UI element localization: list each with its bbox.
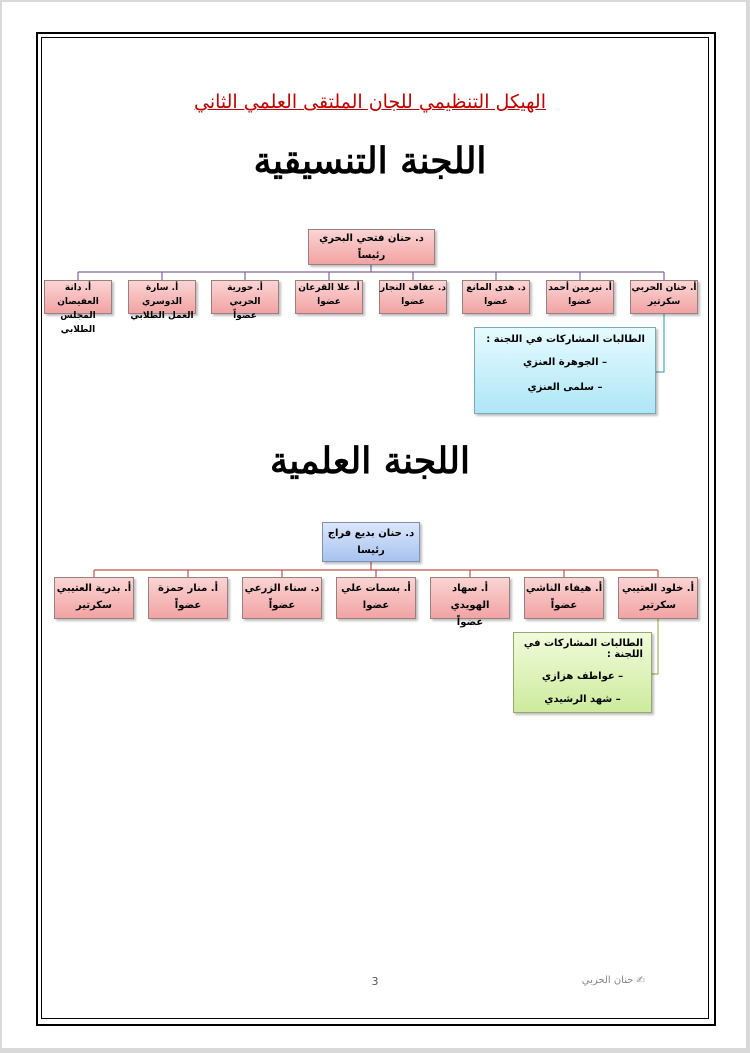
coord-member-role: المجلس الطلابي <box>60 311 96 335</box>
coord-member-name: د. هدى المانع <box>466 283 526 293</box>
sci-member-box <box>54 577 134 619</box>
scientific-committee-heading: اللجنة العلمية <box>269 440 471 482</box>
sci-students-header: الطالبات المشاركات في اللجنة : <box>523 638 643 660</box>
coord-member-role: سكرتير <box>647 297 681 307</box>
author-name: حنان الحربي <box>581 975 634 986</box>
coord-member-box <box>44 280 112 335</box>
sci-member-name: أ. منار حمزة <box>157 583 218 594</box>
sci-member-role: سكرتير <box>76 600 112 611</box>
coord-member-box <box>128 280 196 321</box>
sci-member-box <box>242 577 322 619</box>
sci-student-item: – شهد الرشيدي <box>544 694 621 705</box>
coord-member-role: عضواً <box>233 311 257 321</box>
coord-head-box <box>308 229 435 265</box>
coord-member-name: أ. علا القرعان <box>298 283 360 293</box>
footer-author <box>555 975 645 986</box>
sci-member-box <box>430 577 510 628</box>
coord-member-box <box>630 280 698 314</box>
pen-icon: ✍ <box>636 975 645 986</box>
coord-member-name: أ. نيرمين أحمد <box>548 283 612 293</box>
coord-member-box <box>379 280 447 314</box>
sci-member-name: أ. سهاد الهويدي <box>450 583 490 611</box>
coord-member-name: د. عفاف النجار <box>380 283 446 293</box>
coord-students-box <box>474 327 656 414</box>
coord-member-role: عضوا <box>568 297 592 307</box>
sci-member-box <box>336 577 416 619</box>
sci-member-role: سكرتير <box>640 600 676 611</box>
sci-student-item: – عواطف هزازي <box>541 671 624 682</box>
sci-member-name: أ. هيفاء الناشي <box>525 583 603 594</box>
coord-member-name: أ. حورية الحربي <box>227 283 263 307</box>
sci-member-name: أ. بدرية العتيبي <box>56 583 132 594</box>
coord-member-role: عضوا <box>401 297 425 307</box>
coord-student-item: – الجوهرة العنزي <box>523 357 607 368</box>
sci-member-role: عضواً <box>268 600 296 611</box>
coordination-committee-heading: اللجنة التنسيقية <box>253 140 487 182</box>
coord-member-role: عضوا <box>317 297 341 307</box>
coord-head-role: رئيساً <box>357 250 386 261</box>
sci-member-box <box>148 577 228 619</box>
sci-member-role: عضوا <box>362 600 390 611</box>
coord-head-name: د. حنان فتحي البحري <box>319 233 424 244</box>
sci-member-role: عضواً <box>550 600 578 611</box>
coord-member-box <box>295 280 363 314</box>
coord-member-box <box>546 280 614 314</box>
coord-member-name: أ. دانة العفيصان <box>57 283 99 307</box>
page-number: 3 <box>371 975 379 988</box>
coord-member-role: العمل الطلابي <box>130 311 194 321</box>
sci-head-role: رئيسا <box>357 545 385 556</box>
sci-member-role: عضواً <box>456 617 484 628</box>
coord-member-box <box>462 280 530 314</box>
sci-member-role: عضواً <box>174 600 202 611</box>
sci-students-box <box>513 632 652 713</box>
sci-member-box <box>524 577 604 619</box>
coord-member-name: أ. حنان الحربي <box>631 283 697 293</box>
sci-head-box <box>322 522 420 562</box>
coord-students-header: الطالبات المشاركات في اللجنة : <box>486 334 645 345</box>
sci-member-name: أ. بسمات علي <box>341 583 411 594</box>
coord-student-item: – سلمى العنزي <box>527 382 603 393</box>
sci-member-name: أ. خلود العتيبي <box>621 583 695 594</box>
sci-member-name: د. سناء الزرعي <box>244 583 320 594</box>
coord-member-name: أ. سارة الدوسري <box>142 283 182 307</box>
coord-member-role: عضوا <box>484 297 508 307</box>
sci-head-name: د. حنان بديع فراج <box>327 528 415 539</box>
coord-member-box <box>211 280 279 321</box>
sci-member-box <box>618 577 698 619</box>
document-title: الهيكل التنظيمي للجان الملتقى العلمي الثاني <box>194 91 546 113</box>
